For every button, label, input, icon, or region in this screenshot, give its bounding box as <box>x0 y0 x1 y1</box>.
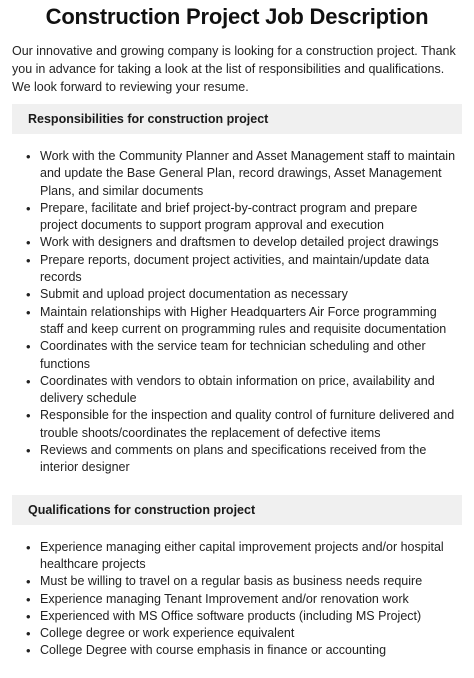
responsibility-item: • Maintain relationships with Higher Headquarters Air Force programming staff and keep current on programming rules and requisite documentation <box>40 304 462 339</box>
responsibility-item: • Coordinates with vendors to obtain information on price, availability and delivery schedule <box>40 373 462 408</box>
responsibility-item: • Submit and upload project documentation as necessary <box>40 286 462 303</box>
page-title: Construction Project Job Description <box>45 4 429 29</box>
responsibility-item: • Work with the Community Planner and Asset Management staff to maintain and update the Base General Plan, record drawings, Asset Management Plans, and similar documents <box>40 148 462 200</box>
responsibility-item: • Responsible for the inspection and quality control of furniture delivered and trouble shoots/coordinates the replacement of defective items <box>40 407 462 442</box>
qualification-item: • College degree or work experience equivalent <box>40 625 462 642</box>
qualification-item: • Experience managing either capital improvement projects and/or hospital healthcare projects <box>40 539 462 574</box>
responsibility-item: • Prepare, facilitate and brief project-by-contract program and prepare project documents to support program approval and execution <box>40 200 462 235</box>
qualification-item: • Experience managing Tenant Improvement and/or renovation work <box>40 591 462 608</box>
qualification-item: • Experienced with MS Office software products (including MS Project) <box>40 608 462 625</box>
responsibilities-heading: Responsibilities for construction project <box>12 104 462 134</box>
qualifications-list <box>12 539 462 660</box>
responsibilities-list <box>12 148 462 477</box>
qualification-item: • College Degree with course emphasis in finance or accounting <box>40 642 462 659</box>
responsibility-item: • Reviews and comments on plans and specifications received from the interior designer <box>40 442 462 477</box>
qualifications-heading: Qualifications for construction project <box>12 495 462 525</box>
responsibility-item: • Coordinates with the service team for technician scheduling and other functions <box>40 338 462 373</box>
qualification-item: • Must be willing to travel on a regular basis as business needs require <box>40 573 462 590</box>
responsibility-item: • Work with designers and draftsmen to develop detailed project drawings <box>40 234 462 251</box>
responsibility-item: • Prepare reports, document project activities, and maintain/update data records <box>40 252 462 287</box>
intro-paragraph: Our innovative and growing company is looking for a construction project. Thank you in advance for taking a look at the list of responsibilities and qualifications. We look forward to reviewing your resume. <box>12 44 456 94</box>
